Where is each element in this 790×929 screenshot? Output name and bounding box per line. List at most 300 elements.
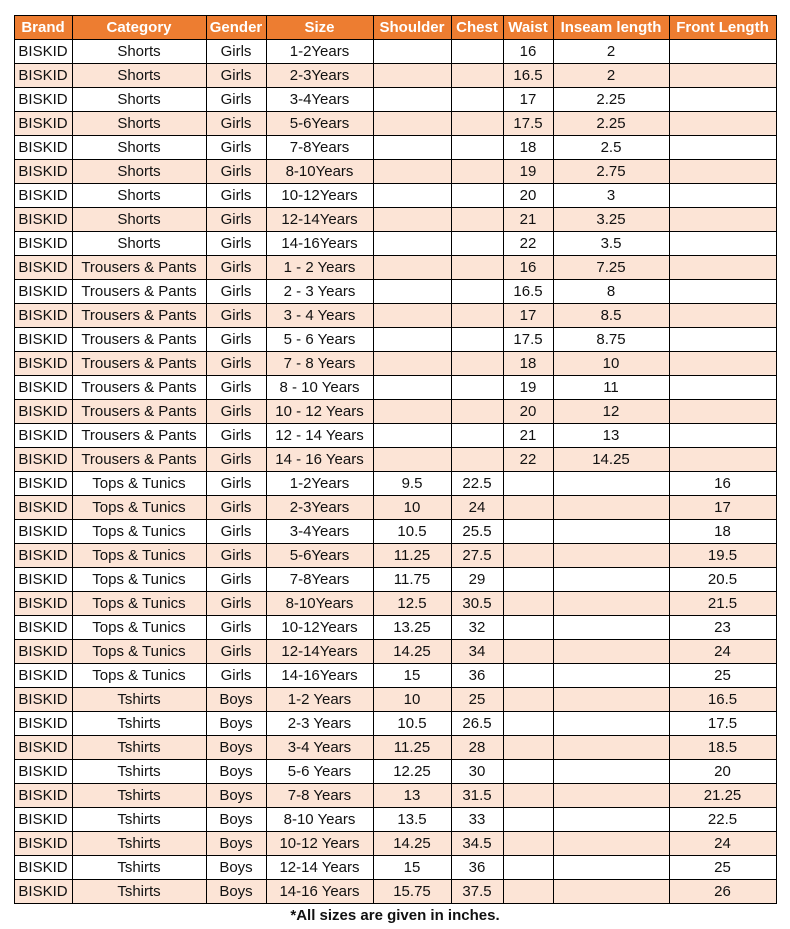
cell: [373, 328, 451, 352]
cell: 1-2Years: [266, 472, 373, 496]
table-row: [14, 592, 776, 616]
cell: [451, 184, 503, 208]
cell: [451, 448, 503, 472]
cell: Girls: [206, 88, 266, 112]
cell: 2: [553, 64, 669, 88]
cell: 16.5: [669, 688, 776, 712]
column-header: Waist: [503, 16, 553, 40]
table-row: [14, 136, 776, 160]
column-header: Brand: [14, 16, 72, 40]
cell: [503, 736, 553, 760]
cell: 30: [451, 760, 503, 784]
table-row: [14, 208, 776, 232]
cell: 3: [553, 184, 669, 208]
cell: 12.25: [373, 760, 451, 784]
cell: [503, 616, 553, 640]
cell: [553, 664, 669, 688]
cell: 34.5: [451, 832, 503, 856]
table-row: [14, 832, 776, 856]
cell: BISKID: [14, 160, 72, 184]
cell: Boys: [206, 760, 266, 784]
cell: 29: [451, 568, 503, 592]
column-header: Shoulder: [373, 16, 451, 40]
cell: BISKID: [14, 712, 72, 736]
cell: [451, 136, 503, 160]
cell: BISKID: [14, 808, 72, 832]
table-row: [14, 472, 776, 496]
cell: 5-6 Years: [266, 760, 373, 784]
cell: [669, 424, 776, 448]
cell: 10: [373, 688, 451, 712]
cell: 8.75: [553, 328, 669, 352]
cell: 34: [451, 640, 503, 664]
cell: [451, 208, 503, 232]
cell: Girls: [206, 544, 266, 568]
cell: Trousers & Pants: [72, 256, 206, 280]
cell: Trousers & Pants: [72, 304, 206, 328]
column-header: Chest: [451, 16, 503, 40]
table-row: [14, 376, 776, 400]
cell: [373, 352, 451, 376]
cell: Tops & Tunics: [72, 568, 206, 592]
table-row: [14, 664, 776, 688]
cell: Girls: [206, 136, 266, 160]
cell: 2-3 Years: [266, 712, 373, 736]
cell: 8-10Years: [266, 592, 373, 616]
cell: Girls: [206, 352, 266, 376]
cell: 16.5: [503, 280, 553, 304]
cell: BISKID: [14, 640, 72, 664]
cell: 8-10 Years: [266, 808, 373, 832]
cell: [503, 712, 553, 736]
cell: BISKID: [14, 496, 72, 520]
table-row: [14, 448, 776, 472]
cell: 2 - 3 Years: [266, 280, 373, 304]
cell: Tshirts: [72, 760, 206, 784]
cell: [373, 400, 451, 424]
cell: [669, 136, 776, 160]
cell: Tshirts: [72, 856, 206, 880]
cell: 36: [451, 856, 503, 880]
cell: [373, 40, 451, 64]
cell: 10-12Years: [266, 184, 373, 208]
cell: 11.25: [373, 736, 451, 760]
table-row: [14, 496, 776, 520]
cell: 11.75: [373, 568, 451, 592]
cell: [553, 616, 669, 640]
table-row: [14, 760, 776, 784]
cell: [553, 520, 669, 544]
cell: 5-6Years: [266, 544, 373, 568]
table-row: [14, 328, 776, 352]
cell: BISKID: [14, 832, 72, 856]
cell: 31.5: [451, 784, 503, 808]
cell: BISKID: [14, 688, 72, 712]
cell: Girls: [206, 328, 266, 352]
cell: [451, 88, 503, 112]
cell: BISKID: [14, 304, 72, 328]
cell: Shorts: [72, 88, 206, 112]
size-chart-table: [14, 15, 777, 904]
cell: [669, 400, 776, 424]
cell: [451, 64, 503, 88]
cell: 8 - 10 Years: [266, 376, 373, 400]
cell: 2.25: [553, 112, 669, 136]
table-row: [14, 712, 776, 736]
cell: Girls: [206, 376, 266, 400]
cell: [451, 424, 503, 448]
cell: [553, 880, 669, 904]
cell: [503, 640, 553, 664]
cell: 15.75: [373, 880, 451, 904]
cell: Tops & Tunics: [72, 544, 206, 568]
cell: Tshirts: [72, 688, 206, 712]
cell: 14.25: [373, 640, 451, 664]
table-row: [14, 256, 776, 280]
cell: [553, 472, 669, 496]
cell: [373, 160, 451, 184]
cell: BISKID: [14, 880, 72, 904]
cell: 12 - 14 Years: [266, 424, 373, 448]
cell: [373, 424, 451, 448]
cell: [451, 112, 503, 136]
cell: 20.5: [669, 568, 776, 592]
cell: 1-2Years: [266, 40, 373, 64]
table-row: [14, 688, 776, 712]
cell: 17: [503, 88, 553, 112]
cell: 8-10Years: [266, 160, 373, 184]
cell: 2-3Years: [266, 64, 373, 88]
cell: BISKID: [14, 208, 72, 232]
cell: [503, 664, 553, 688]
cell: [373, 208, 451, 232]
cell: 10-12 Years: [266, 832, 373, 856]
table-row: [14, 112, 776, 136]
cell: BISKID: [14, 352, 72, 376]
cell: [553, 640, 669, 664]
cell: 25: [669, 856, 776, 880]
cell: [669, 184, 776, 208]
cell: [669, 328, 776, 352]
cell: Girls: [206, 520, 266, 544]
cell: [553, 736, 669, 760]
cell: [373, 112, 451, 136]
table-row: [14, 880, 776, 904]
cell: [669, 88, 776, 112]
cell: 18: [669, 520, 776, 544]
cell: 8.5: [553, 304, 669, 328]
cell: Girls: [206, 40, 266, 64]
cell: 7-8Years: [266, 568, 373, 592]
cell: 10: [373, 496, 451, 520]
column-header: Front Length: [669, 16, 776, 40]
cell: 14-16Years: [266, 232, 373, 256]
cell: BISKID: [14, 232, 72, 256]
cell: 25: [451, 688, 503, 712]
cell: [669, 352, 776, 376]
cell: BISKID: [14, 400, 72, 424]
table-row: [14, 184, 776, 208]
cell: Shorts: [72, 208, 206, 232]
cell: Shorts: [72, 112, 206, 136]
cell: 7-8Years: [266, 136, 373, 160]
cell: 11.25: [373, 544, 451, 568]
cell: Boys: [206, 880, 266, 904]
cell: 10.5: [373, 712, 451, 736]
cell: 17: [503, 304, 553, 328]
cell: [503, 688, 553, 712]
cell: 2-3Years: [266, 496, 373, 520]
cell: [553, 496, 669, 520]
cell: BISKID: [14, 856, 72, 880]
cell: 32: [451, 616, 503, 640]
cell: 3-4Years: [266, 88, 373, 112]
cell: Boys: [206, 784, 266, 808]
cell: 21.25: [669, 784, 776, 808]
cell: 10 - 12 Years: [266, 400, 373, 424]
table-row: [14, 400, 776, 424]
cell: 7-8 Years: [266, 784, 373, 808]
cell: Girls: [206, 184, 266, 208]
cell: [451, 40, 503, 64]
cell: 22.5: [451, 472, 503, 496]
cell: 12-14Years: [266, 640, 373, 664]
cell: BISKID: [14, 112, 72, 136]
cell: [669, 232, 776, 256]
cell: [669, 448, 776, 472]
cell: 14 - 16 Years: [266, 448, 373, 472]
cell: BISKID: [14, 520, 72, 544]
cell: [373, 256, 451, 280]
cell: 9.5: [373, 472, 451, 496]
cell: [451, 400, 503, 424]
cell: BISKID: [14, 760, 72, 784]
cell: [503, 520, 553, 544]
table-row: [14, 88, 776, 112]
cell: [451, 304, 503, 328]
table-row: [14, 520, 776, 544]
cell: [669, 160, 776, 184]
cell: Tshirts: [72, 712, 206, 736]
cell: [373, 304, 451, 328]
cell: [669, 64, 776, 88]
cell: [451, 328, 503, 352]
cell: Shorts: [72, 232, 206, 256]
cell: Shorts: [72, 40, 206, 64]
cell: Tops & Tunics: [72, 664, 206, 688]
cell: 13.5: [373, 808, 451, 832]
cell: 21: [503, 208, 553, 232]
cell: [553, 568, 669, 592]
cell: BISKID: [14, 736, 72, 760]
column-header: Size: [266, 16, 373, 40]
cell: [451, 280, 503, 304]
cell: Girls: [206, 592, 266, 616]
cell: Girls: [206, 568, 266, 592]
cell: 18: [503, 136, 553, 160]
cell: Tops & Tunics: [72, 640, 206, 664]
cell: Trousers & Pants: [72, 280, 206, 304]
cell: 21: [503, 424, 553, 448]
cell: 23: [669, 616, 776, 640]
cell: [503, 592, 553, 616]
cell: Boys: [206, 808, 266, 832]
cell: 22: [503, 232, 553, 256]
table-row: [14, 640, 776, 664]
cell: [669, 40, 776, 64]
table-header-row: [14, 16, 776, 40]
cell: 36: [451, 664, 503, 688]
cell: [373, 184, 451, 208]
table-row: [14, 280, 776, 304]
cell: [373, 88, 451, 112]
cell: [553, 688, 669, 712]
cell: Girls: [206, 640, 266, 664]
cell: BISKID: [14, 472, 72, 496]
cell: Trousers & Pants: [72, 400, 206, 424]
table-row: [14, 160, 776, 184]
cell: Girls: [206, 400, 266, 424]
cell: [373, 280, 451, 304]
cell: 7 - 8 Years: [266, 352, 373, 376]
cell: 20: [669, 760, 776, 784]
cell: Tshirts: [72, 736, 206, 760]
cell: [503, 760, 553, 784]
cell: 7.25: [553, 256, 669, 280]
cell: Girls: [206, 304, 266, 328]
cell: [553, 712, 669, 736]
cell: [669, 112, 776, 136]
cell: 28: [451, 736, 503, 760]
cell: 3-4 Years: [266, 736, 373, 760]
cell: [451, 256, 503, 280]
cell: 26.5: [451, 712, 503, 736]
cell: 12-14 Years: [266, 856, 373, 880]
cell: 27.5: [451, 544, 503, 568]
cell: [669, 280, 776, 304]
cell: Girls: [206, 472, 266, 496]
cell: [451, 376, 503, 400]
cell: 17: [669, 496, 776, 520]
table-row: [14, 856, 776, 880]
cell: BISKID: [14, 88, 72, 112]
cell: Girls: [206, 232, 266, 256]
table-row: [14, 352, 776, 376]
cell: 15: [373, 664, 451, 688]
cell: 16: [669, 472, 776, 496]
cell: Girls: [206, 616, 266, 640]
cell: 8: [553, 280, 669, 304]
cell: 22: [503, 448, 553, 472]
cell: [451, 232, 503, 256]
cell: 18: [503, 352, 553, 376]
cell: [373, 376, 451, 400]
cell: [669, 304, 776, 328]
cell: [503, 472, 553, 496]
cell: Shorts: [72, 160, 206, 184]
column-header: Gender: [206, 16, 266, 40]
cell: 18.5: [669, 736, 776, 760]
cell: 14.25: [373, 832, 451, 856]
cell: 12.5: [373, 592, 451, 616]
cell: 5 - 6 Years: [266, 328, 373, 352]
cell: Tshirts: [72, 832, 206, 856]
cell: [503, 832, 553, 856]
column-header: Inseam length: [553, 16, 669, 40]
cell: [669, 256, 776, 280]
table-row: [14, 64, 776, 88]
cell: 10: [553, 352, 669, 376]
cell: Girls: [206, 208, 266, 232]
cell: Tops & Tunics: [72, 496, 206, 520]
cell: 2.5: [553, 136, 669, 160]
column-header: Category: [72, 16, 206, 40]
table-row: [14, 736, 776, 760]
cell: 17.5: [669, 712, 776, 736]
cell: 24: [669, 832, 776, 856]
cell: 3.25: [553, 208, 669, 232]
cell: Tops & Tunics: [72, 520, 206, 544]
cell: 30.5: [451, 592, 503, 616]
cell: Boys: [206, 856, 266, 880]
cell: Trousers & Pants: [72, 448, 206, 472]
cell: Girls: [206, 424, 266, 448]
cell: [553, 592, 669, 616]
cell: [553, 544, 669, 568]
cell: [503, 496, 553, 520]
cell: 14.25: [553, 448, 669, 472]
cell: Girls: [206, 112, 266, 136]
cell: 2.75: [553, 160, 669, 184]
cell: 16: [503, 40, 553, 64]
cell: Shorts: [72, 184, 206, 208]
cell: [553, 808, 669, 832]
cell: Tshirts: [72, 784, 206, 808]
cell: [669, 376, 776, 400]
cell: [553, 784, 669, 808]
cell: 19: [503, 160, 553, 184]
cell: BISKID: [14, 592, 72, 616]
cell: Girls: [206, 448, 266, 472]
cell: 3-4Years: [266, 520, 373, 544]
cell: 19: [503, 376, 553, 400]
cell: Shorts: [72, 64, 206, 88]
cell: 10-12Years: [266, 616, 373, 640]
cell: BISKID: [14, 256, 72, 280]
table-row: [14, 232, 776, 256]
cell: [503, 544, 553, 568]
cell: [373, 232, 451, 256]
cell: 2.25: [553, 88, 669, 112]
cell: Girls: [206, 160, 266, 184]
cell: 11: [553, 376, 669, 400]
cell: 25: [669, 664, 776, 688]
table-row: [14, 304, 776, 328]
cell: Girls: [206, 496, 266, 520]
cell: Boys: [206, 688, 266, 712]
cell: Trousers & Pants: [72, 352, 206, 376]
cell: BISKID: [14, 616, 72, 640]
cell: Trousers & Pants: [72, 424, 206, 448]
cell: Trousers & Pants: [72, 328, 206, 352]
cell: 20: [503, 184, 553, 208]
cell: [553, 760, 669, 784]
cell: [503, 568, 553, 592]
cell: Girls: [206, 664, 266, 688]
cell: [553, 832, 669, 856]
cell: Girls: [206, 256, 266, 280]
cell: Tops & Tunics: [72, 616, 206, 640]
